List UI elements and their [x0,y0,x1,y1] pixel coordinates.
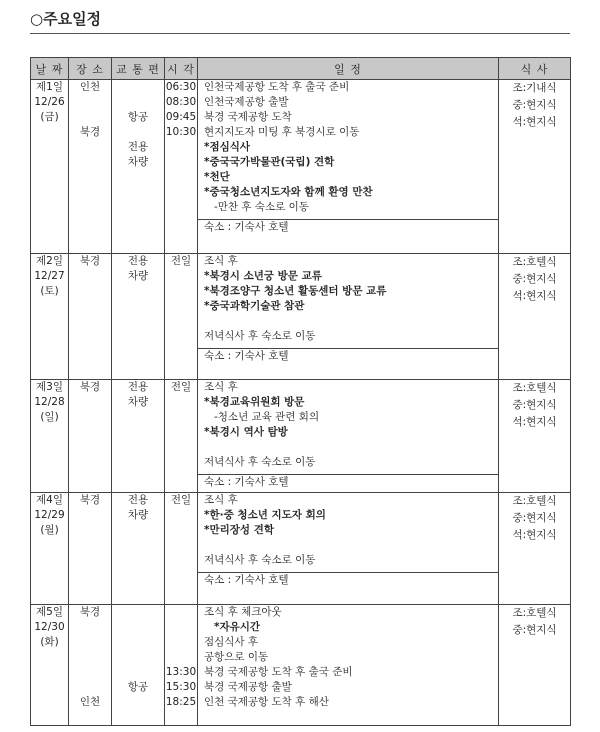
meal-item: 석:현지식 [512,416,557,428]
date-cell-line: 12/26 [34,96,65,108]
time-cell-line [165,620,197,635]
header-meals: 식 사 [499,58,571,80]
place-cell-line: 북경 [79,494,101,506]
schedule-item: 북경 국제공항 출발 [204,681,292,693]
schedule-item: *북경시 역사 탐방 [204,426,288,438]
time-cell-line: 18:25 [165,696,197,708]
date-cell-line: 제1일 [36,81,63,93]
transport-cell-line: 전용 [127,255,149,267]
lodging-info: 숙소 : 기숙사 호텔 [198,474,498,490]
date-cell [31,605,69,726]
place-cell-line [69,620,111,635]
meal-item: 중:현지식 [512,624,557,636]
time-cell-line: 전일 [170,381,192,393]
time-cell [165,493,198,605]
time-cell [165,380,198,493]
place-cell-line [69,650,111,665]
schedule-spacer [204,440,498,455]
date-cell [31,493,69,605]
transport-cell-line: 차량 [127,270,149,282]
date-cell-line: 12/28 [34,396,65,408]
time-cell [165,80,198,254]
schedule-item: *만리장성 견학 [204,524,275,536]
schedule-item: *북경조양구 청소년 활동센터 방문 교류 [204,285,387,297]
meal-item: 중:현지식 [512,512,557,524]
time-cell-line: 15:30 [165,681,197,693]
date-cell-line: 12/29 [34,509,65,521]
schedule-item: 현지지도자 미팅 후 북경시로 이동 [204,126,360,138]
schedule-spacer [204,538,498,553]
place-cell [69,254,112,380]
date-cell-line: (금) [40,111,59,123]
date-cell-line: (일) [40,411,59,423]
time-cell-line: 09:45 [165,111,197,123]
transport-cell [112,605,165,726]
date-cell-line: 제5일 [36,606,63,618]
place-cell [69,380,112,493]
meals-cell [499,380,571,493]
transport-cell-line [112,125,164,140]
date-cell-line: 12/27 [34,270,65,282]
schedule-item: 인천국제공항 도착 후 출국 준비 [204,81,350,93]
title-divider [30,33,570,34]
schedule-item: 점심식사 후 [204,636,259,648]
schedule-item: 공항으로 이동 [204,651,269,663]
meal-item: 조:호텔식 [512,382,557,394]
schedule-item: 저녁식사 후 숙소로 이동 [204,456,316,468]
schedule-cell [198,380,499,493]
date-cell [31,380,69,493]
day-row [31,605,571,726]
place-cell-line [69,680,111,695]
date-cell-line: (토) [40,285,59,297]
place-cell [69,493,112,605]
header-date: 날 짜 [31,58,69,80]
place-cell-line: 북경 [79,126,101,138]
schedule-item: 북경 국제공항 도착 [204,111,292,123]
schedule-item: *자유시간 [214,621,261,633]
schedule-item: -청소년 교육 관련 회의 [214,411,320,423]
section-title: ○주요일정 [30,10,102,28]
meals-cell [499,493,571,605]
time-cell-line [165,605,197,620]
lodging-info: 숙소 : 기숙사 호텔 [198,572,498,588]
place-cell-line: 인천 [79,81,101,93]
day-row [31,80,571,254]
meal-item: 중:현지식 [512,273,557,285]
transport-cell-line [112,650,164,665]
time-cell-line: 13:30 [165,666,197,678]
schedule-item: *점심식사 [204,141,251,153]
lodging-info: 숙소 : 기숙사 호텔 [198,219,498,235]
transport-cell-line: 항공 [127,681,149,693]
place-cell-line [69,95,111,110]
time-cell-line: 06:30 [165,81,197,93]
header-transport: 교 통 편 [112,58,165,80]
schedule-cell [198,493,499,605]
schedule-item: 조식 후 [204,255,238,267]
transport-cell-line [112,635,164,650]
transport-cell-line [112,665,164,680]
schedule-item: *한·중 청소년 지도자 회의 [204,509,326,521]
schedule-item: *천단 [204,171,230,183]
schedule-item: 조식 후 [204,494,238,506]
schedule-item: *북경교육위원회 방문 [204,396,305,408]
transport-cell-line [112,80,164,95]
transport-cell-line [112,605,164,620]
time-cell [165,254,198,380]
time-cell-line: 전일 [170,255,192,267]
date-cell-line: 제2일 [36,255,63,267]
schedule-item: 조식 후 체크아웃 [204,606,282,618]
transport-cell [112,80,165,254]
day-row [31,380,571,493]
lodging-info: 숙소 : 기숙사 호텔 [198,348,498,364]
transport-cell-line: 차량 [127,396,149,408]
schedule-item: 저녁식사 후 숙소로 이동 [204,330,316,342]
meal-item: 중:현지식 [512,399,557,411]
meals-cell [499,605,571,726]
transport-cell [112,254,165,380]
meal-item: 조:기내식 [512,82,557,94]
place-cell-line: 인천 [79,696,101,708]
transport-cell-line: 항공 [127,111,149,123]
transport-cell [112,493,165,605]
schedule-item: *중국과학기술관 참관 [204,300,305,312]
schedule-cell [198,254,499,380]
transport-cell-line: 차량 [127,156,149,168]
transport-cell-line [112,95,164,110]
time-cell-line [165,635,197,650]
place-cell-line: 북경 [79,606,101,618]
date-cell-line: 12/30 [34,621,65,633]
transport-cell-line: 전용 [127,141,149,153]
place-cell [69,80,112,254]
schedule-cell [198,605,499,726]
place-cell-line [69,110,111,125]
transport-cell-line [112,620,164,635]
schedule-table [30,57,571,726]
day-row [31,254,571,380]
meal-item: 석:현지식 [512,116,557,128]
schedule-item: 조식 후 [204,381,238,393]
place-cell-line [69,665,111,680]
meals-cell [499,254,571,380]
date-cell-line: 제4일 [36,494,63,506]
day-row [31,493,571,605]
place-cell [69,605,112,726]
schedule-spacer [204,314,498,329]
time-cell-line: 08:30 [165,96,197,108]
schedule-item: 인천국제공항 출발 [204,96,289,108]
place-cell-line [69,635,111,650]
date-cell-line: (화) [40,636,59,648]
header-row [31,58,571,80]
place-cell-line: 북경 [79,255,101,267]
date-cell-line: (월) [40,524,59,536]
meal-item: 석:현지식 [512,529,557,541]
meal-item: 조:호텔식 [512,495,557,507]
schedule-item: *중국청소년지도자와 함께 환영 만찬 [204,186,373,198]
place-cell-line: 북경 [79,381,101,393]
transport-cell-line: 차량 [127,509,149,521]
time-cell-line: 전일 [170,494,192,506]
schedule-item: *북경시 소년궁 방문 교류 [204,270,322,282]
schedule-item: 저녁식사 후 숙소로 이동 [204,554,316,566]
date-cell [31,80,69,254]
transport-cell-line: 전용 [127,494,149,506]
schedule-cell [198,80,499,254]
meal-item: 중:현지식 [512,99,557,111]
date-cell-line: 제3일 [36,381,63,393]
header-time: 시 각 [165,58,198,80]
meal-item: 조:호텔식 [512,256,557,268]
meal-item: 석:현지식 [512,290,557,302]
schedule-item: -만찬 후 숙소로 이동 [214,201,309,213]
transport-cell-line: 전용 [127,381,149,393]
schedule-item: *중국국가박물관(국립) 견학 [204,156,335,168]
meal-item: 조:호텔식 [512,607,557,619]
schedule-item: 인천 국제공항 도착 후 해산 [204,696,329,708]
header-place: 장 소 [69,58,112,80]
time-cell-line [165,650,197,665]
time-cell-line: 10:30 [165,126,197,138]
meals-cell [499,80,571,254]
date-cell [31,254,69,380]
header-schedule: 일 정 [198,58,499,80]
schedule-item: 북경 국제공항 도착 후 출국 준비 [204,666,353,678]
transport-cell [112,380,165,493]
time-cell [165,605,198,726]
